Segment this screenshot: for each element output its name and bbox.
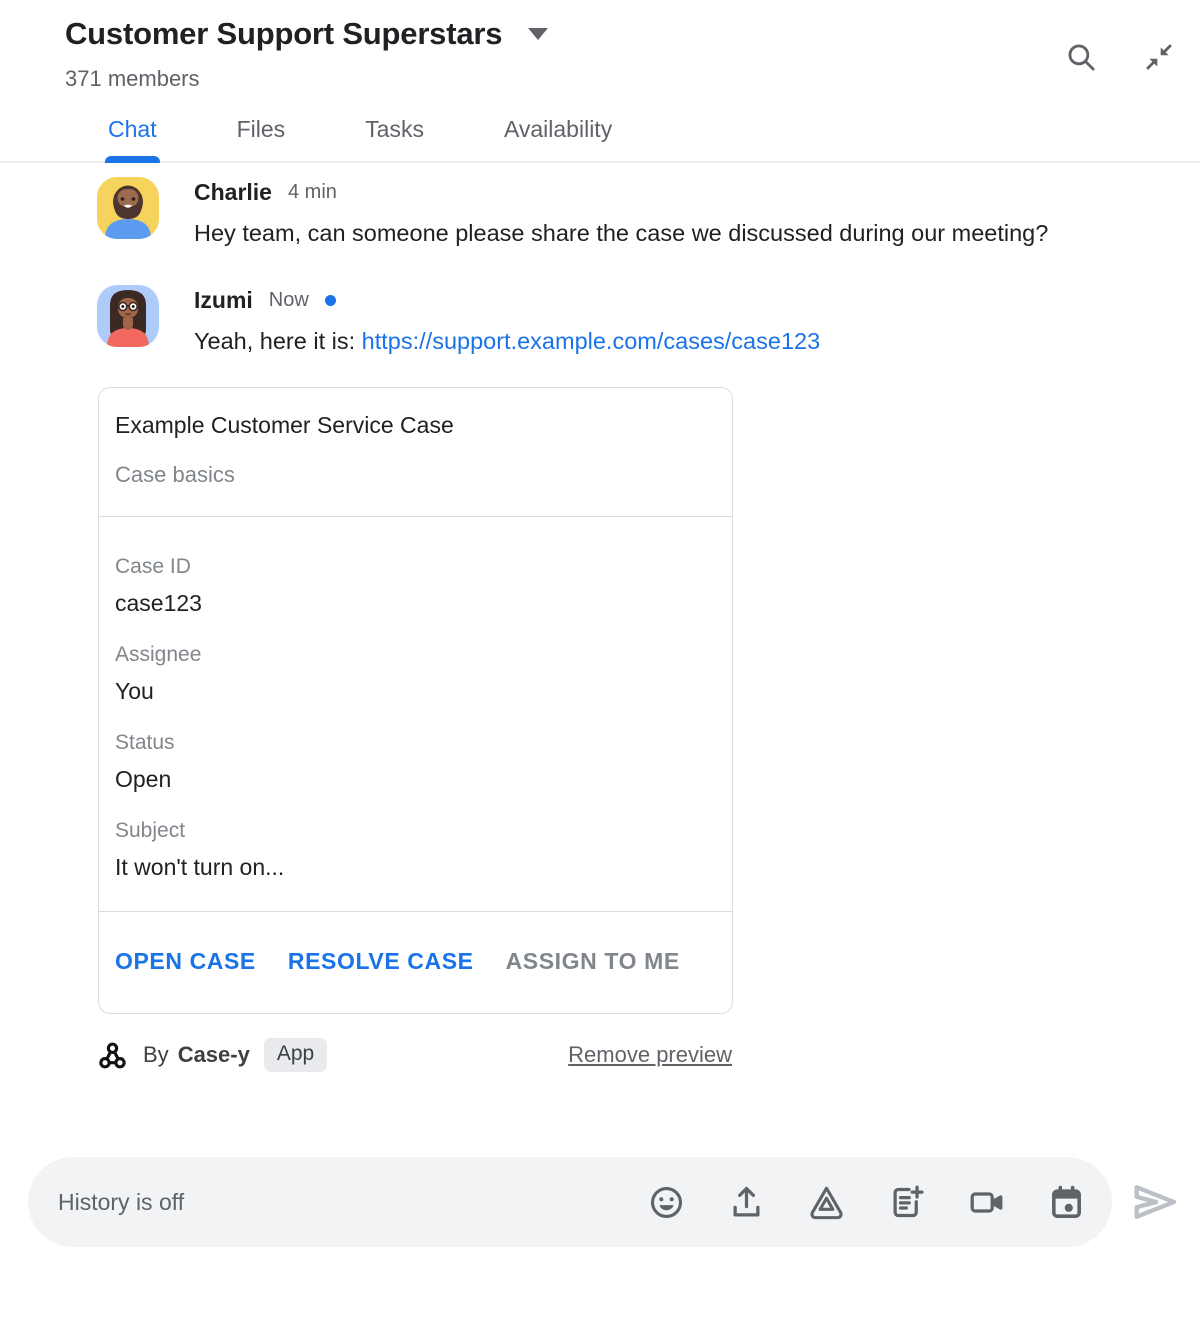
- card-header: [99, 388, 732, 517]
- upload-icon[interactable]: [727, 1183, 766, 1222]
- message-timestamp: 4 min: [287, 181, 337, 203]
- avatar-izumi[interactable]: [97, 285, 159, 347]
- chevron-down-icon: [528, 28, 548, 40]
- remove-preview-link[interactable]: Remove preview: [568, 1042, 732, 1067]
- preview-footer: [97, 1038, 732, 1072]
- field-status: Status Open: [115, 731, 175, 792]
- avatar-charlie[interactable]: [97, 177, 159, 239]
- room-title-button[interactable]: [65, 16, 548, 52]
- message-charlie: [97, 177, 1135, 253]
- sender-name: Izumi: [194, 287, 253, 313]
- card-fields: [99, 517, 732, 911]
- field-assignee: Assignee You: [115, 643, 202, 704]
- charlie-avatar-illustration: [97, 177, 159, 239]
- field-case-id: Case ID case123: [115, 555, 202, 616]
- tab-availability[interactable]: Availability: [503, 116, 613, 142]
- card-title: Example Customer Service Case: [115, 412, 454, 438]
- send-icon[interactable]: [1128, 1176, 1180, 1228]
- message-composer[interactable]: [28, 1157, 1112, 1247]
- video-meet-icon[interactable]: [967, 1183, 1006, 1222]
- online-presence-dot: [325, 295, 336, 306]
- by-label: By: [143, 1042, 169, 1067]
- tab-tasks[interactable]: Tasks: [365, 116, 424, 142]
- tab-files[interactable]: Files: [236, 116, 286, 142]
- izumi-avatar-illustration: [97, 285, 159, 347]
- composer-placeholder[interactable]: History is off: [58, 1188, 185, 1215]
- active-tab-indicator: [105, 156, 160, 163]
- open-case-button[interactable]: OPEN CASE: [115, 948, 256, 974]
- member-count[interactable]: 371 members: [65, 66, 200, 91]
- page-title: Customer Support Superstars: [65, 16, 503, 51]
- room-header: [0, 0, 1200, 163]
- message-izumi: [97, 285, 1135, 361]
- case-link[interactable]: https://support.example.com/cases/case123: [361, 328, 821, 354]
- drive-icon[interactable]: [807, 1183, 846, 1222]
- card-actions: [99, 911, 732, 1013]
- message-text: Yeah, here it is: https://support.example.com/cases/case123: [194, 328, 821, 354]
- assign-to-me-button[interactable]: ASSIGN TO ME: [505, 948, 680, 974]
- sender-name: Charlie: [194, 179, 272, 205]
- message-text: Hey team, can someone please share the case we discussed during our meeting?: [194, 220, 1049, 246]
- message-list: [0, 163, 1200, 361]
- add-task-icon[interactable]: [887, 1183, 926, 1222]
- search-icon[interactable]: [1064, 40, 1098, 74]
- tab-bar: [0, 116, 1200, 163]
- webhook-icon: [97, 1040, 128, 1071]
- app-badge: App: [264, 1038, 327, 1072]
- resolve-case-button[interactable]: RESOLVE CASE: [287, 948, 474, 974]
- message-timestamp: Now: [268, 289, 309, 311]
- calendar-icon[interactable]: [1047, 1183, 1086, 1222]
- field-subject: Subject It won't turn on...: [115, 819, 285, 880]
- app-name: Case-y: [177, 1042, 250, 1067]
- collapse-icon[interactable]: [1142, 40, 1176, 74]
- tab-chat[interactable]: Chat: [108, 116, 157, 161]
- link-preview-card: [98, 387, 733, 1014]
- card-subtitle: Case basics: [115, 462, 235, 487]
- emoji-icon[interactable]: [647, 1183, 686, 1222]
